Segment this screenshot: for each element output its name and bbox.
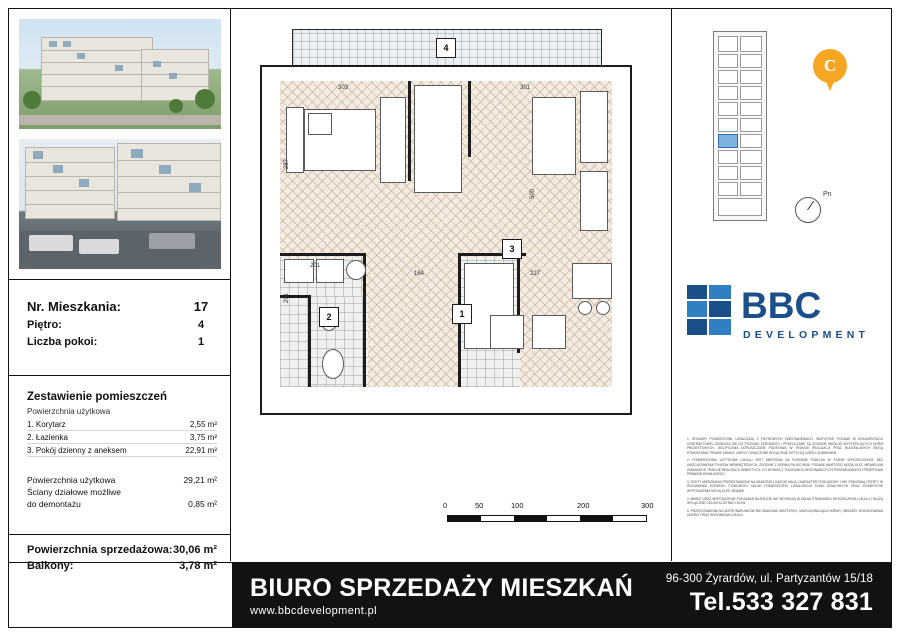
footer-phone[interactable]: Tel.533 327 831 bbox=[689, 588, 873, 616]
dimension-label: 201 bbox=[284, 292, 290, 303]
floor-label: Piętro: bbox=[27, 319, 62, 331]
legal-paragraph: 5. PRZEDSTAWIONA NA WZÓR WARUNKÓW NIE WIADOMO WSZYSTKO, UWZGLĘDNIAJĄCA NORMY, OBSZARY DOKONYWANIA UMOWY ORAZ WYKONANIA LOKALU. bbox=[687, 508, 883, 518]
shelf-icon bbox=[580, 91, 608, 163]
room-name: 1. Korytarz bbox=[27, 419, 66, 429]
north-arrow-icon bbox=[795, 191, 839, 225]
scale-bar bbox=[443, 501, 654, 535]
worktop-icon bbox=[316, 259, 344, 283]
north-label: Pn bbox=[823, 191, 832, 198]
room-marker-2: 2 bbox=[319, 307, 339, 327]
legal-paragraph: 4. MEBLE ORAZ WYPOSAŻENIE POKAZANE NA RZUCIE NIE WCHODZĄ W SKŁAD STANDARDU WYKOŃCZENIA LOKALU I SŁUŻĄ WYŁĄCZNIE CELOM ILUSTRACYJNYM. bbox=[687, 496, 883, 506]
schedule-title: Zestawienie pomieszczeń bbox=[27, 391, 167, 403]
room-marker-1: 1 bbox=[452, 304, 472, 324]
wall-segment bbox=[468, 81, 471, 157]
scale-label: 200 bbox=[577, 501, 590, 510]
summary-value: 0,85 m² bbox=[188, 499, 217, 509]
logo-subtitle: DEVELOPMENT bbox=[743, 329, 870, 341]
floor-value: 4 bbox=[197, 319, 205, 331]
dimension-label: 303 bbox=[338, 85, 349, 91]
room-schedule-table bbox=[27, 418, 217, 457]
scale-label: 50 bbox=[475, 501, 484, 510]
usable-area-summary bbox=[27, 474, 217, 510]
room-marker-4: 4 bbox=[436, 38, 456, 58]
scale-label: 100 bbox=[511, 501, 524, 510]
key-plan bbox=[713, 31, 767, 221]
bbc-logo bbox=[687, 285, 883, 357]
room-marker-3: 3 bbox=[502, 239, 522, 259]
dimension-label: 301 bbox=[520, 85, 531, 91]
location-pin-icon bbox=[813, 49, 847, 93]
washing-machine-icon bbox=[490, 315, 524, 349]
total-label: Powierzchnia sprzedażowa: bbox=[27, 544, 173, 556]
apartment-number-row bbox=[27, 299, 215, 314]
floorplan-drawing bbox=[250, 29, 650, 489]
divider-1 bbox=[9, 279, 231, 280]
dimension-label: 287 bbox=[284, 158, 290, 169]
floor-row bbox=[27, 319, 215, 331]
table-row bbox=[27, 444, 217, 457]
footer-address: 96-300 Żyrardów, ul. Partyzantów 15/18 bbox=[665, 573, 873, 585]
total-label: Balkony: bbox=[27, 560, 74, 572]
left-info-column bbox=[9, 9, 231, 572]
apartment-number-label: Nr. Mieszkania: bbox=[27, 299, 121, 314]
rooms-value: 1 bbox=[197, 336, 205, 348]
table-row bbox=[27, 431, 217, 444]
floorplan-column bbox=[232, 9, 672, 561]
dimension-label: 227 bbox=[530, 271, 541, 277]
rooms-row bbox=[27, 336, 215, 348]
cabinet-icon bbox=[580, 171, 608, 231]
partition-glass-icon bbox=[414, 85, 462, 193]
pin-letter: C bbox=[823, 56, 837, 75]
dimension-label: 164 bbox=[414, 271, 425, 277]
room-area: 22,91 m² bbox=[185, 445, 217, 455]
footer bbox=[9, 562, 891, 627]
footer-banner bbox=[232, 563, 891, 627]
wall-segment bbox=[280, 253, 366, 256]
footer-website[interactable]: www.bbcdevelopment.pl bbox=[250, 604, 378, 617]
room-name: 2. Łazienka bbox=[27, 432, 68, 442]
scale-labels bbox=[441, 501, 653, 513]
summary-value: 29,21 m² bbox=[183, 475, 217, 485]
dimension-label: 500 bbox=[530, 188, 536, 199]
summary-label: Powierzchnia użytkowa bbox=[27, 475, 116, 485]
apartment-number-value: 17 bbox=[193, 299, 209, 314]
rooms-label: Liczba pokoi: bbox=[27, 336, 98, 348]
room-name: 3. Pokój dzienny z aneksem bbox=[27, 445, 127, 455]
logo-mark-icon bbox=[687, 285, 733, 337]
room-area: 3,75 m² bbox=[189, 432, 217, 442]
footer-right bbox=[666, 573, 873, 617]
legal-paragraph: 3. RZUTY MIESZKANIA PRZEDSTAWIONE NA NINIEJSZEJ KARCIE MAJĄ CHARAKTER POGLĄDOWY I NIE STANOWIĄ OFERTY W ROZUMIENIU KODEKSU CYWILNEGO. UKŁAD POMIESZCZEŃ, LOKALIZACJA ŚCIAN DZIAŁOWYCH ORAZ ELEMENTÓW WYPOSAŻENIA MOGĄ ULEC ZMIANIE. bbox=[687, 479, 883, 493]
logo-text: BBC bbox=[741, 285, 822, 326]
apartment-info bbox=[27, 299, 215, 353]
apartment-outline bbox=[260, 65, 632, 415]
footer-title: BIURO SPRZEDAŻY MIESZKAŃ bbox=[250, 573, 634, 602]
footer-left bbox=[250, 574, 633, 617]
pillow-icon bbox=[308, 113, 332, 135]
total-row bbox=[27, 542, 217, 558]
summary-label: do demontażu bbox=[27, 499, 81, 509]
table-row bbox=[27, 418, 217, 431]
hob-icon bbox=[346, 260, 366, 280]
legal-paragraph: 2. POWIERZCHNIA UŻYTKOWA LOKALU JEST MIERZONA NA POZIOMIE PODŁOGI W STANIE WYKOŃCZONYM, BEZ UWZGLĘDNIENIA TYNKÓW WEWNĘTRZNYCH, ZGODNIE Z NORMĄ PN-ISO 9836. PODANE WARTOŚCI MOGĄ ULEC NIEWIELKIM ZMIANOM W TRAKCIE REALIZACJI INWESTYCJI, CO WYNIKA Z TOLERANCJI WYKONAWCZYCH PRZEWIDZIANYCH PRZEPISAMI PRAWA BUDOWLANEGO. bbox=[687, 458, 883, 477]
building-render-exterior bbox=[19, 19, 221, 129]
right-column bbox=[673, 9, 891, 561]
total-value: 30,06 m² bbox=[172, 544, 217, 556]
room-area: 2,55 m² bbox=[189, 419, 217, 429]
burner-icon bbox=[596, 301, 610, 315]
dimension-label: 201 bbox=[310, 263, 321, 269]
scale-bar-graphic bbox=[447, 515, 647, 522]
summary-row bbox=[27, 474, 217, 486]
divider-3 bbox=[9, 534, 231, 535]
oven-icon bbox=[572, 263, 612, 299]
legal-disclaimer bbox=[687, 437, 883, 521]
total-value: 3,78 m² bbox=[179, 560, 217, 572]
legal-paragraph: 1. WYMIARY POWIERZCHNI, UZNACZAJĄ Z PIĘTROWYCH ZAESTAWIENIACH, WSZYSTKIE PODANE W DOKUMENTACJI KONTRAKTOWEJ ODNOSZĄ SIĘ DO POZIOMU ZEROWEGO I PRZELICZANE SĄ ZGODNIE WEDŁUG WYSTĘPUJĄCYCH NORM PROJEKTOWYCH. ODCHYLENIA DOPUSZCZONE PODSTAWĄ W TRAKCIE REALIZACJI PRAC BUDOWLANYCH MOGĄ POWODOWAĆ PEWNE ZMIANY. ZAPISY OZNACZONE WYŁĄCZNIE DOTYCZĄ CZĘŚCI SUBHENIEM. bbox=[687, 437, 883, 455]
summary-label: Ściany działowe możliwe bbox=[27, 487, 122, 497]
summary-row bbox=[27, 498, 217, 510]
burner-icon bbox=[578, 301, 592, 315]
sofa-icon bbox=[532, 97, 576, 175]
scale-label: 0 bbox=[443, 501, 448, 510]
washbasin-icon bbox=[322, 349, 344, 379]
scale-label: 300 bbox=[641, 501, 654, 510]
wall-segment bbox=[308, 295, 311, 387]
wall-segment bbox=[408, 81, 411, 181]
divider-2 bbox=[9, 375, 231, 376]
building-render-street bbox=[19, 139, 221, 269]
schedule-subtitle: Powierzchnia użytkowa bbox=[27, 407, 111, 416]
closet-icon bbox=[380, 97, 406, 183]
key-plan-highlight bbox=[718, 134, 738, 148]
storage-icon bbox=[532, 315, 566, 349]
